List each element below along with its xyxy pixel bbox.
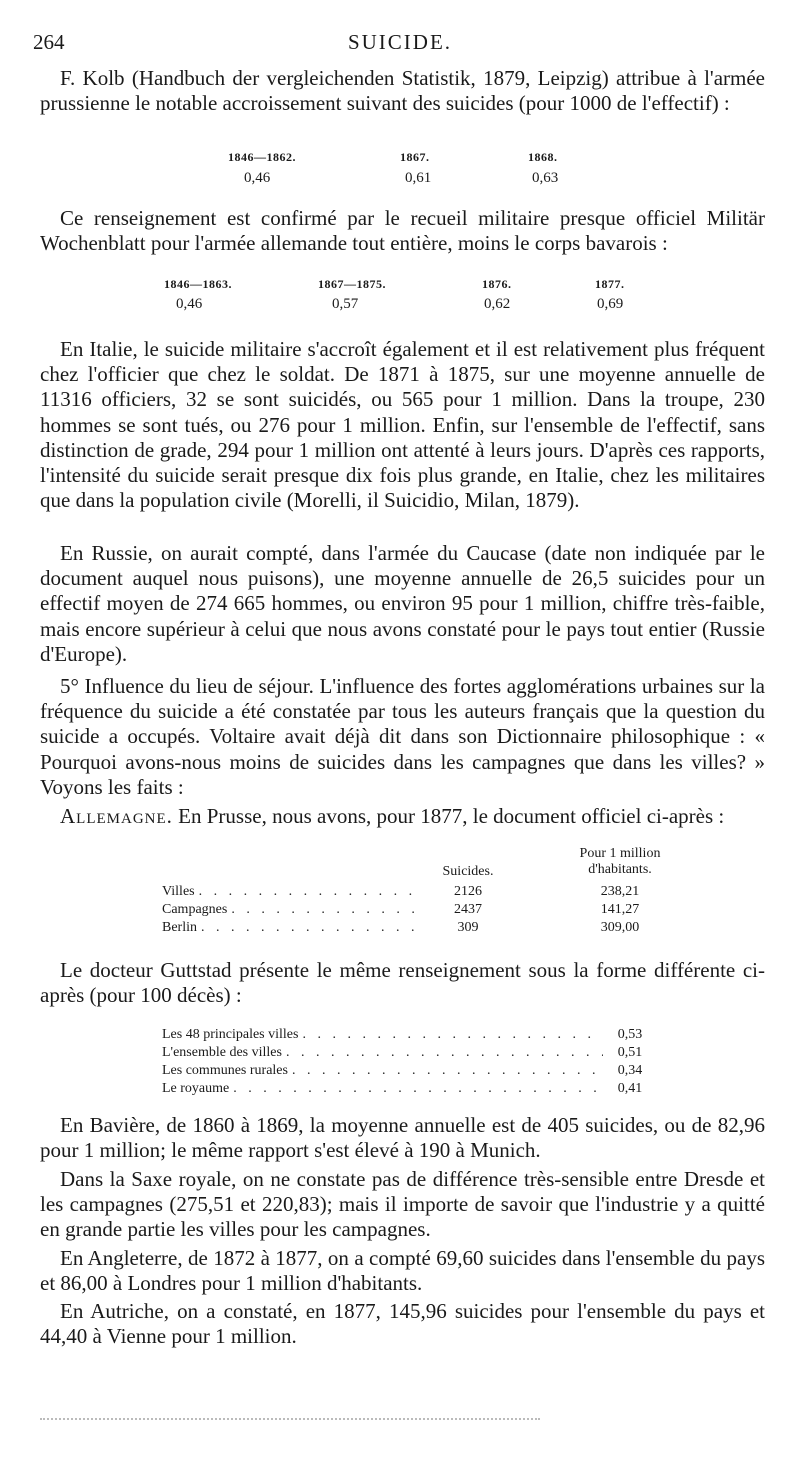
row-label: Campagnes	[162, 902, 228, 917]
running-title: SUICIDE.	[347, 30, 453, 54]
cell-value: 0,34	[617, 1063, 643, 1078]
cell-per-million: 238,21	[600, 884, 640, 899]
cell-suicides: 2126	[454, 884, 482, 899]
row-label: Les communes rurales	[162, 1063, 288, 1078]
row-label: Le royaume	[162, 1081, 230, 1096]
row-label: Les 48 principales villes	[162, 1027, 299, 1042]
table-header: 1846—1862.	[228, 150, 296, 164]
cell-value: 0,51	[617, 1045, 643, 1060]
paragraph-allemagne	[40, 804, 765, 829]
paragraph-lieu-sejour: 5° Influence du lieu de séjour. L'influence des fortes agglomérations urbaines sur la fréquence du suicide a été constatée par tous les auteurs français que la question du suicide a occupés. Voltaire avait déjà dit dans son Dictionnaire philosophique : « Pourquoi avons-nous moins de suicides dans les campagnes que dans les villes? » Voyons les faits :	[40, 674, 765, 799]
row-label: Berlin	[162, 920, 197, 935]
table-row	[162, 920, 422, 936]
paragraph-russie: En Russie, on aurait compté, dans l'armée du Caucase (date non indiquée par le document auquel nous puisons), une moyenne annuelle de 26,5 suicides pour un effectif moyen de 274 665 hommes, ou environ 95 pour 1 million, chiffre très-faible, mais encore supérieur à celui que nous avons constaté pour le pays tout entier (Russie d'Europe).	[40, 541, 765, 666]
table-value: 0,62	[484, 296, 511, 312]
table-row	[162, 1045, 607, 1061]
table-value: 0,46	[176, 296, 203, 312]
paragraph-autriche: En Autriche, on a constaté, en 1877, 145,96 suicides pour l'ensemble du pays et 44,40 à Vienne pour 1 million.	[40, 1299, 765, 1349]
leader-dots	[199, 884, 418, 900]
row-label: L'ensemble des villes	[162, 1045, 282, 1060]
column-header-suicides: Suicides.	[442, 864, 494, 879]
cell-value: 0,53	[617, 1027, 643, 1042]
table-header: 1867.	[400, 150, 430, 164]
column-header-per-million	[555, 846, 685, 878]
paragraph-allemagne-text: En Prusse, nous avons, pour 1877, le document officiel ci-après :	[178, 804, 725, 828]
table-value: 0,57	[332, 296, 359, 312]
table-header: 1876.	[482, 277, 512, 291]
cell-suicides: 309	[457, 920, 479, 935]
leader-dots	[292, 1063, 603, 1079]
row-label: Villes	[162, 884, 195, 899]
table-value: 0,63	[532, 170, 559, 186]
column-header-line: d'habitants.	[588, 862, 652, 877]
paragraph-italie: En Italie, le suicide militaire s'accroît également et il est relativement plus fréquent chez l'officier que chez le soldat. De 1871 à 1875, sur une moyenne annuelle de 11316 officiers, 32 se sont suicidés, ou 565 pour 1 million. Dans la troupe, 230 hommes se sont tués, ou 276 pour 1 million. Enfin, sur l'ensemble de l'effectif, sans distinction de grade, 294 pour 1 million ont attenté à leurs jours. D'après ces rapports, l'intensité du suicide serait presque dix fois plus grande, en Italie, chez les militaires que dans la population civile (Morelli, il Suicidio, Milan, 1879).	[40, 337, 765, 513]
cell-value: 0,41	[617, 1081, 643, 1096]
column-header-line: Pour 1 million	[579, 846, 661, 861]
table-row	[162, 1027, 607, 1043]
footer-rule	[40, 1418, 540, 1420]
leader-dots	[201, 920, 418, 936]
section-lead: Allemagne.	[60, 804, 173, 828]
leader-dots	[302, 1027, 603, 1043]
page-number: 264	[33, 30, 65, 54]
paragraph-baviere: En Bavière, de 1860 à 1869, la moyenne annuelle est de 405 suicides, ou de 82,96 pour 1 million; le même rapport s'est élevé à 190 à Munich.	[40, 1113, 765, 1163]
leader-dots	[231, 902, 418, 918]
table-header: 1877.	[595, 277, 625, 291]
table-row	[162, 902, 422, 918]
table-value: 0,69	[597, 296, 624, 312]
cell-suicides: 2437	[454, 902, 482, 917]
paragraph-kolb: F. Kolb (Handbuch der vergleichenden Statistik, 1879, Leipzig) attribue à l'armée prussienne le notable accroissement suivant des suicides (pour 1000 de l'effectif) :	[40, 66, 765, 116]
table-header: 1867—1875.	[318, 277, 386, 291]
table-value: 0,46	[244, 170, 271, 186]
cell-per-million: 141,27	[600, 902, 640, 917]
table-row	[162, 884, 422, 900]
paragraph-saxe: Dans la Saxe royale, on ne constate pas de différence très-sensible entre Dresde et les campagnes (275,51 et 220,83); mais il importe de savoir que l'industrie y a quitté en grande partie les villes pour les campagnes.	[40, 1167, 765, 1242]
cell-per-million: 309,00	[600, 920, 640, 935]
table-value: 0,61	[405, 170, 432, 186]
page-header	[0, 30, 800, 60]
paragraph-angleterre: En Angleterre, de 1872 à 1877, on a compté 69,60 suicides dans l'ensemble du pays et 86,00 à Londres pour 1 million d'habitants.	[40, 1246, 765, 1296]
table-header: 1846—1863.	[164, 277, 232, 291]
table-row	[162, 1081, 607, 1097]
table-header: 1868.	[528, 150, 558, 164]
paragraph-wochenblatt: Ce renseignement est confirmé par le recueil militaire presque officiel Militär Wochenblatt pour l'armée allemande tout entière, moins le corps bavarois :	[40, 206, 765, 256]
table-row	[162, 1063, 607, 1079]
leader-dots	[233, 1081, 603, 1097]
paragraph-guttstad: Le docteur Guttstad présente le même renseignement sous la forme différente ci-après (pour 100 décès) :	[40, 958, 765, 1008]
leader-dots	[286, 1045, 603, 1061]
